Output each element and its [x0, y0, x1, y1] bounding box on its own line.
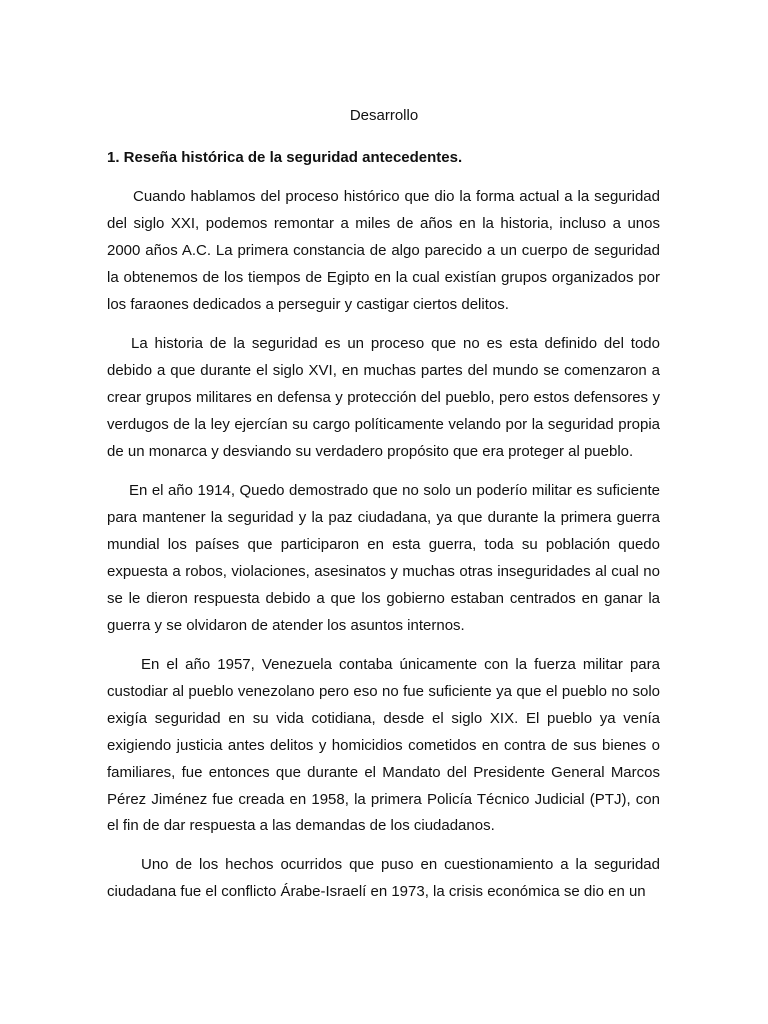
paragraph-1: Cuando hablamos del proceso histórico que dio la forma actual a la seguridad del siglo XXI, podemos remontar a miles de años en la historia, incluso a unos 2000 años A.C. La primera constancia de algo parecido a un cuerpo de seguridad la obtenemos de los tiempos de Egipto en la cual existían grupos organizados por los faraones dedicados a perseguir y castigar ciertos delitos.: [107, 188, 660, 313]
paragraph-3: En el año 1914, Quedo demostrado que no solo un poderío militar es suficiente para mantener la seguridad y la paz ciudadana, ya que durante la primera guerra mundial los países que participaron en esta guerra, toda su población quedo expuesta a robos, violaciones, asesinatos y muchas otras inseguridades al cual no se le dieron respuesta debido a que los gobierno estaban centrados en ganar la guerra y se olvidaron de atender los asuntos internos.: [107, 482, 660, 634]
paragraph-2: La historia de la seguridad es un proceso que no es esta definido del todo debido a que durante el siglo XVI, en muchas partes del mundo se comenzaron a crear grupos militares en defensa y protección del pueblo, pero estos defensores y verdugos de la ley ejercían su cargo políticamente velando por la seguridad propia de un monarca y desviando su verdadero propósito que era proteger al pueblo.: [107, 335, 660, 460]
section-heading: 1. Reseña histórica de la seguridad antecedentes.: [107, 149, 463, 166]
paragraph-4: En el año 1957, Venezuela contaba únicamente con la fuerza militar para custodiar al pueblo venezolano pero eso no fue suficiente ya que el pueblo no solo exigía seguridad en su vida cotidiana, desde el siglo XIX. El pueblo ya venía exigiendo justicia antes delitos y homicidios cometidos en contra de sus bienes o familiares, fue entonces que durante el Mandato del Presidente General Marcos Pérez Jiménez fue creada en 1958, la primera Policía Técnico Judicial (PTJ), con el fin de dar respuesta a las demandas de los ciudadanos.: [107, 656, 660, 835]
document-title: Desarrollo: [349, 107, 419, 124]
paragraph-5: Uno de los hechos ocurridos que puso en cuestionamiento a la seguridad ciudadana fue el conflicto Árabe-Israelí en 1973, la crisis económica se dio en un: [107, 856, 660, 900]
